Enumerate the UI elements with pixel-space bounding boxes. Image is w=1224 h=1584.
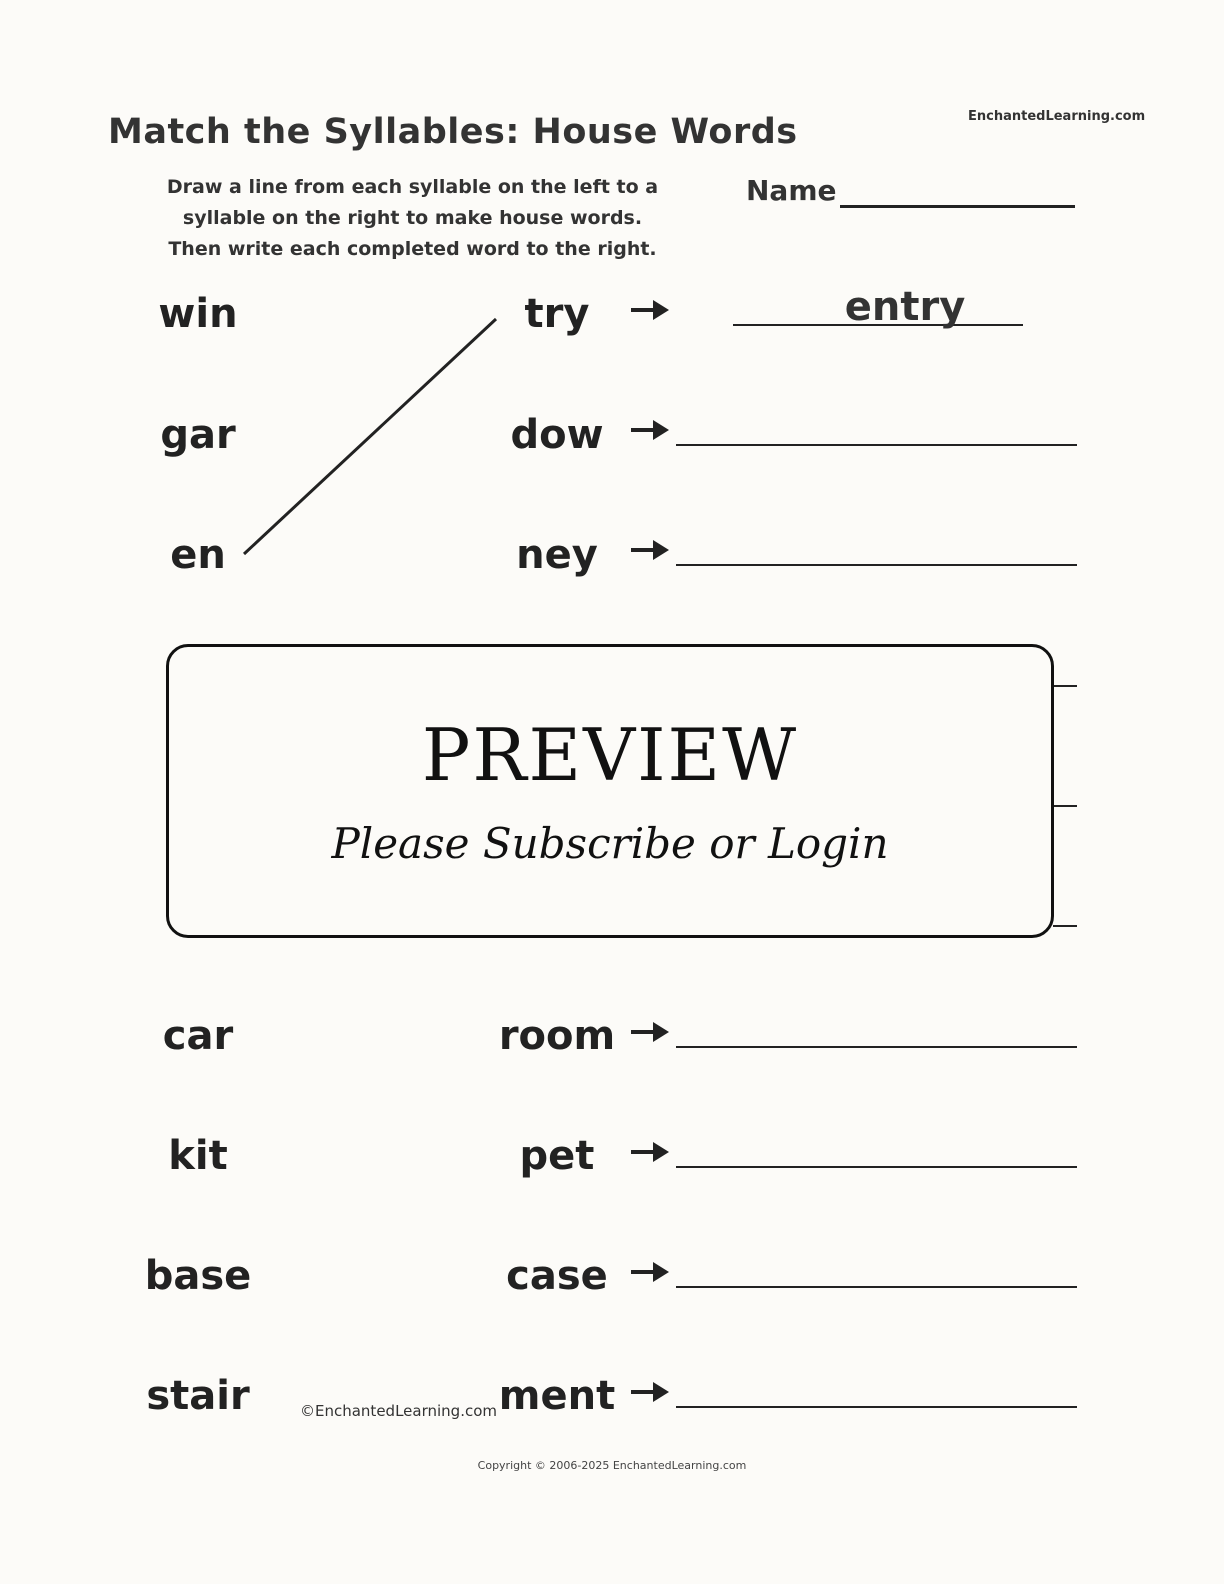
right-syllable: ment — [498, 1373, 616, 1419]
answer-line[interactable] — [676, 444, 1077, 446]
right-arrow-icon — [629, 1140, 671, 1164]
answer-line-partial — [1053, 805, 1077, 807]
right-syllable: case — [506, 1253, 608, 1299]
preview-overlay[interactable] — [166, 644, 1054, 938]
left-syllable: stair — [146, 1373, 250, 1419]
right-syllable: ney — [516, 532, 598, 578]
answer-line[interactable] — [676, 1046, 1077, 1048]
right-syllable: room — [498, 1013, 616, 1059]
preview-title: PREVIEW — [421, 713, 799, 797]
page-title: Match the Syllables: House Words — [108, 112, 798, 152]
footer-copyright: Copyright © 2006-2025 EnchantedLearning.com — [477, 1459, 747, 1472]
right-arrow-icon — [629, 538, 671, 562]
left-syllable: gar — [160, 412, 236, 458]
answer-line[interactable] — [676, 1406, 1077, 1408]
left-syllable: en — [170, 532, 226, 578]
subscribe-login-prompt[interactable]: Please Subscribe or Login — [331, 819, 889, 868]
left-syllable: kit — [168, 1133, 228, 1179]
left-syllable: car — [162, 1013, 234, 1059]
instructions-line-3: Then write each completed word to the right. — [168, 238, 657, 260]
right-syllable: dow — [510, 412, 604, 458]
instructions-line-1: Draw a line from each syllable on the left to a — [166, 176, 659, 198]
left-syllable: win — [158, 291, 238, 337]
right-arrow-icon — [629, 1020, 671, 1044]
left-syllable: base — [144, 1253, 252, 1299]
right-arrow-icon — [629, 418, 671, 442]
answer-line[interactable] — [676, 564, 1077, 566]
answer-line[interactable] — [676, 1166, 1077, 1168]
right-arrow-icon — [629, 1380, 671, 1404]
right-arrow-icon — [629, 298, 671, 322]
name-label: Name — [746, 174, 837, 207]
answer-line-partial — [1053, 925, 1077, 927]
answer-line-partial — [1053, 685, 1077, 687]
right-syllable: pet — [519, 1133, 595, 1179]
example-answer: entry — [844, 284, 966, 330]
site-name: EnchantedLearning.com — [968, 109, 1146, 124]
instructions-line-2: syllable on the right to make house words. — [182, 207, 643, 229]
copyright-mark: ©EnchantedLearning.com — [300, 1402, 497, 1420]
answer-line[interactable] — [676, 1286, 1077, 1288]
right-arrow-icon — [629, 1260, 671, 1284]
right-syllable: try — [524, 291, 590, 337]
